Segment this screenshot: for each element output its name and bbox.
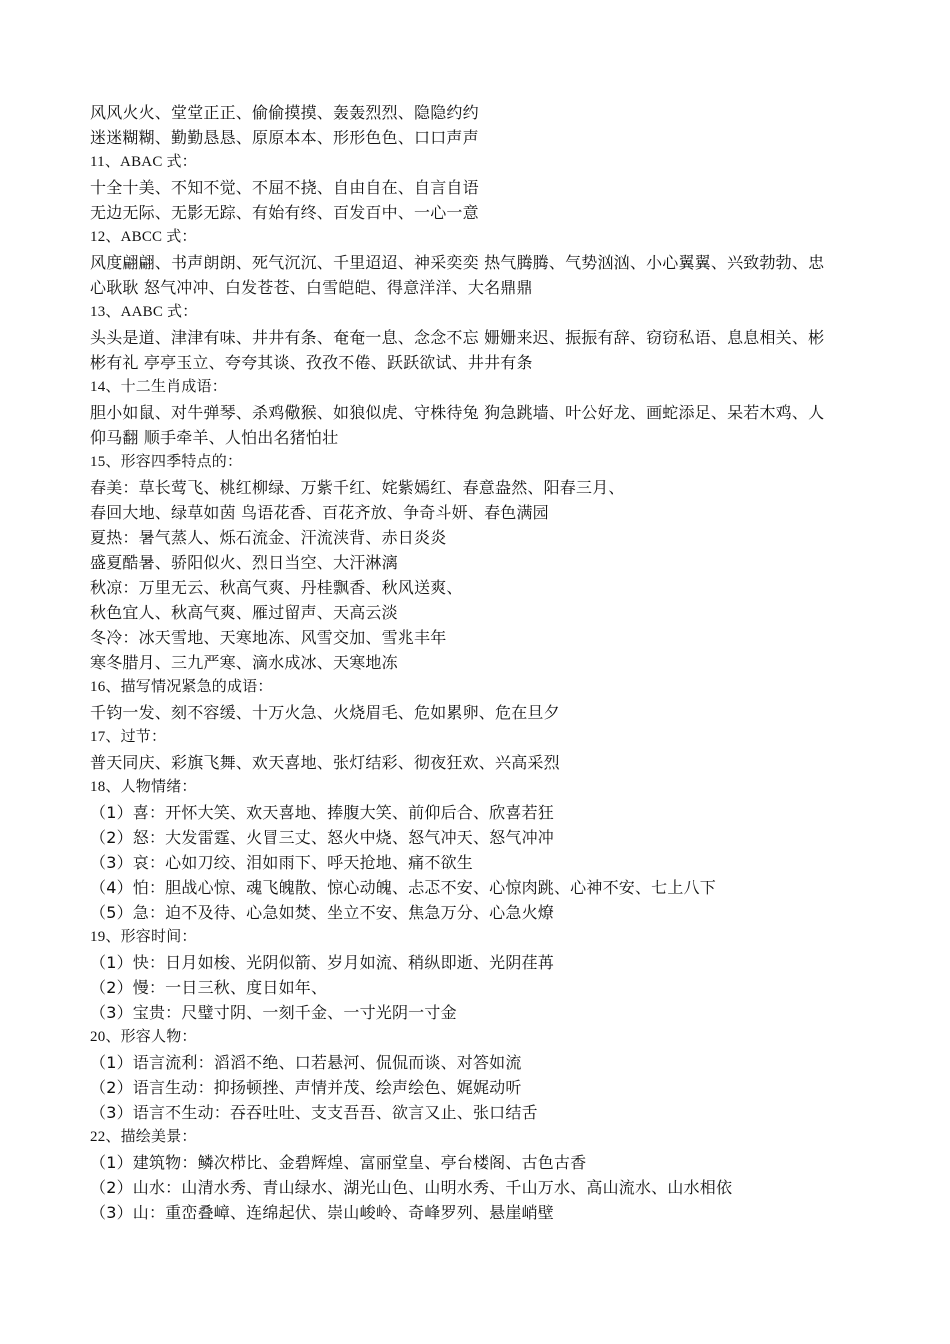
- section-heading: 22、描绘美景：: [90, 1129, 197, 1145]
- text-line: 普天同庆、彩旗飞舞、欢天喜地、张灯结彩、彻夜狂欢、兴高采烈: [90, 753, 560, 772]
- text-line: （2）语言生动：抑扬顿挫、声情并茂、绘声绘色、娓娓动听: [90, 1078, 522, 1097]
- text-line: （3）宝贵：尺璧寸阴、一刻千金、一寸光阴一寸金: [90, 1003, 457, 1022]
- section-heading: 13、AABC 式：: [90, 304, 198, 320]
- text-line: （2）慢：一日三秋、度日如年、: [90, 978, 328, 997]
- text-line: （1）喜：开怀大笑、欢天喜地、捧腹大笑、前仰后合、欣喜若狂: [90, 803, 554, 822]
- section-heading: 12、ABCC 式：: [90, 229, 197, 245]
- text-line: 风度翩翩、书声朗朗、死气沉沉、千里迢迢、神采奕奕 热气腾腾、气势汹汹、小心翼翼、兴致勃勃、忠心耿耿 怒气冲冲、白发苍苍、白雪皑皑、得意洋洋、大名鼎鼎: [90, 253, 825, 297]
- text-line: （3）山：重峦叠嶂、连绵起伏、崇山峻岭、奇峰罗列、悬崖峭壁: [90, 1203, 554, 1222]
- text-line: 春回大地、绿草如茵 鸟语花香、百花齐放、争奇斗妍、春色满园: [90, 503, 549, 522]
- section-heading: 15、形容四季特点的：: [90, 454, 243, 470]
- text-line: 十全十美、不知不觉、不屈不挠、自由自在、自言自语: [90, 178, 479, 197]
- text-line: 寒冬腊月、三九严寒、滴水成冰、天寒地冻: [90, 653, 398, 672]
- text-line: （1）快：日月如梭、光阴似箭、岁月如流、稍纵即逝、光阴荏苒: [90, 953, 554, 972]
- text-line: 千钧一发、刻不容缓、十万火急、火烧眉毛、危如累卵、危在旦夕: [90, 703, 560, 722]
- section-heading: 17、过节：: [90, 729, 167, 745]
- text-line: （1）语言流利：滔滔不绝、口若悬河、侃侃而谈、对答如流: [90, 1053, 522, 1072]
- text-line: 胆小如鼠、对牛弹琴、杀鸡儆猴、如狼似虎、守株待兔 狗急跳墙、叶公好龙、画蛇添足、呆若木鸡、人仰马翻 顺手牵羊、人怕出名猪怕壮: [90, 403, 825, 447]
- text-line: 春美：草长莺飞、桃红柳绿、万紫千红、姹紫嫣红、春意盎然、阳春三月、: [90, 478, 625, 497]
- text-line: （3）哀：心如刀绞、泪如雨下、呼天抢地、痛不欲生: [90, 853, 473, 872]
- section-heading: 20、形容人物：: [90, 1029, 197, 1045]
- text-line: （3）语言不生动：吞吞吐吐、支支吾吾、欲言又止、张口结舌: [90, 1103, 538, 1122]
- text-line: （2）怒：大发雷霆、火冒三丈、怒火中烧、怒气冲天、怒气冲冲: [90, 828, 554, 847]
- text-line: （5）急：迫不及待、心急如焚、坐立不安、焦急万分、心急火燎: [90, 903, 554, 922]
- section-heading: 16、描写情况紧急的成语：: [90, 679, 273, 695]
- section-heading: 19、形容时间：: [90, 929, 197, 945]
- text-line: 冬冷：冰天雪地、天寒地冻、风雪交加、雪兆丰年: [90, 628, 447, 647]
- section-heading: 18、人物情绪：: [90, 779, 197, 795]
- text-line: 秋凉：万里无云、秋高气爽、丹桂飘香、秋风送爽、: [90, 578, 463, 597]
- text-line: 夏热：暑气蒸人、烁石流金、汗流浃背、赤日炎炎: [90, 528, 447, 547]
- text-line: 盛夏酷暑、骄阳似火、烈日当空、大汗淋漓: [90, 553, 398, 572]
- text-line: 头头是道、津津有味、井井有条、奄奄一息、念念不忘 姗姗来迟、振振有辞、窃窃私语、息息相关、彬彬有礼 亭亭玉立、夸夸其谈、孜孜不倦、跃跃欲试、井井有条: [90, 328, 825, 372]
- section-heading: 11、ABAC 式：: [90, 154, 197, 170]
- text-line: 秋色宜人、秋高气爽、雁过留声、天高云淡: [90, 603, 398, 622]
- document-page: [90, 100, 830, 1225]
- section-heading: 14、十二生肖成语：: [90, 379, 228, 395]
- text-line: 无边无际、无影无踪、有始有终、百发百中、一心一意: [90, 203, 479, 222]
- text-line: （2）山水：山清水秀、青山绿水、湖光山色、山明水秀、千山万水、高山流水、山水相依: [90, 1178, 733, 1197]
- text-line: 风风火火、堂堂正正、偷偷摸摸、轰轰烈烈、隐隐约约: [90, 103, 479, 122]
- text-line: （1）建筑物：鳞次栉比、金碧辉煌、富丽堂皇、亭台楼阁、古色古香: [90, 1153, 587, 1172]
- text-line: （4）怕：胆战心惊、魂飞魄散、惊心动魄、忐忑不安、心惊肉跳、心神不安、七上八下: [90, 878, 716, 897]
- text-line: 迷迷糊糊、勤勤恳恳、原原本本、形形色色、口口声声: [90, 128, 479, 147]
